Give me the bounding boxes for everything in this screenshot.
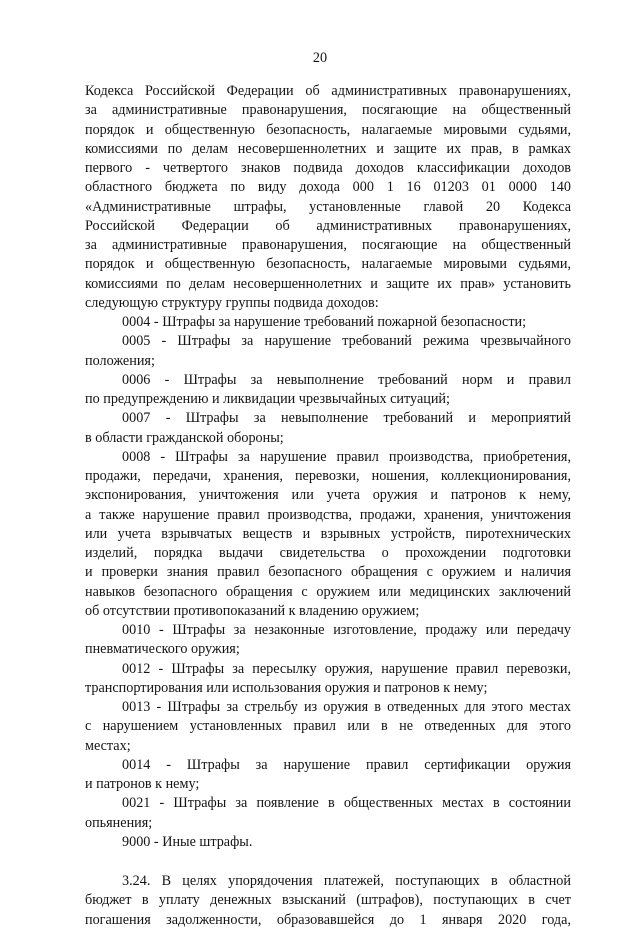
text-line: с нарушением установленных правил или в не отведенных для этого: [85, 718, 571, 735]
text-line: областного бюджета по виду дохода 000 1 16 01203 01 0000 140: [85, 179, 571, 196]
text-line: комиссиями по делам несовершеннолетних и защите их прав, в рамках: [85, 140, 571, 157]
text-line: следующую структуру группы подвида доходов:: [85, 294, 379, 311]
text-line: в области гражданской обороны;: [85, 429, 284, 446]
text-line: 0005 - Штрафы за нарушение требований режима чрезвычайного: [122, 333, 571, 350]
text-line: навыков безопасного обращения с оружием или медицинских заключений: [85, 583, 571, 600]
document-body: [85, 82, 571, 930]
text-line: 9000 - Иные штрафы.: [122, 833, 253, 850]
text-line: 0012 - Штрафы за пересылку оружия, нарушение правил перевозки,: [122, 660, 571, 677]
text-line: опьянения;: [85, 814, 153, 831]
text-line: 0004 - Штрафы за нарушение требований пожарной безопасности;: [122, 314, 527, 330]
paragraph-gap: [85, 852, 571, 872]
text-line: 0010 - Штрафы за незаконные изготовление, продажу или передачу: [122, 622, 571, 638]
text-line: за административные правонарушения, посягающие на общественный: [85, 237, 571, 253]
text-line: порядок и общественную безопасность, налагаемые мировыми судьями,: [85, 256, 571, 273]
text-line: Российской Федерации об административных правонарушениях,: [85, 217, 571, 234]
text-line: Кодекса Российской Федерации об административных правонарушениях,: [85, 83, 571, 99]
text-line: порядок и общественную безопасность, налагаемые мировыми судьями,: [85, 121, 571, 138]
text-line: или учета взрывчатых веществ и взрывных устройств, пиротехнических: [85, 525, 571, 542]
text-line: по предупреждению и ликвидации чрезвычайных ситуаций;: [85, 391, 450, 407]
text-line: бюджет в уплату денежных взысканий (штрафов), поступающих в счет: [85, 892, 571, 909]
main-paragraphs: [85, 82, 571, 852]
text-line: за административные правонарушения, посягающие на общественный: [85, 102, 571, 119]
section-3-24: [85, 872, 571, 930]
text-line: а также нарушение правил производства, продажи, хранения, уничтожения: [85, 506, 571, 523]
text-line: 0014 - Штрафы за нарушение правил сертификации оружия: [122, 756, 571, 773]
text-line: и патронов к нему;: [85, 776, 200, 792]
text-line: об отсутствии противопоказаний к владению оружием;: [85, 602, 420, 619]
text-line: экспонирования, уничтожения или учета оружия и патронов к нему,: [85, 487, 571, 504]
text-line: «Административные штрафы, установленные главой 20 Кодекса: [85, 198, 571, 215]
text-line: местах;: [85, 737, 131, 754]
text-line: 0013 - Штрафы за стрельбу из оружия в отведенных для этого местах: [122, 699, 571, 715]
text-line: положения;: [85, 352, 155, 369]
text-line: комиссиями по делам несовершеннолетних и защите их прав» установить: [85, 275, 571, 292]
text-line: пневматического оружия;: [85, 641, 240, 658]
text-line: 0006 - Штрафы за невыполнение требований норм и правил: [122, 371, 571, 388]
text-line: транспортирования или использования оружия и патронов к нему;: [85, 679, 488, 696]
text-line: продажи, передачи, хранения, перевозки, ношения, коллекционирования,: [85, 468, 571, 484]
text-line: 3.24. В целях упорядочения платежей, поступающих в областной: [122, 873, 571, 889]
text-line: 0021 - Штрафы за появление в общественных местах в состоянии: [122, 795, 571, 812]
text-line: 0008 - Штрафы за нарушение правил производства, приобретения,: [122, 448, 571, 465]
text-line: первого - четвертого знаков подвида доходов классификации доходов: [85, 160, 571, 176]
text-line: 0007 - Штрафы за невыполнение требований и мероприятий: [122, 410, 571, 427]
text-line: изделий, порядка выдачи свидетельства о прохождении подготовки: [85, 545, 571, 561]
text-line: и проверки знания правил безопасного обращения с оружием и наличия: [85, 564, 571, 581]
page-number: 20: [312, 50, 328, 66]
text-line: погашения задолженности, образовавшейся до 1 января 2020 года,: [85, 911, 571, 928]
